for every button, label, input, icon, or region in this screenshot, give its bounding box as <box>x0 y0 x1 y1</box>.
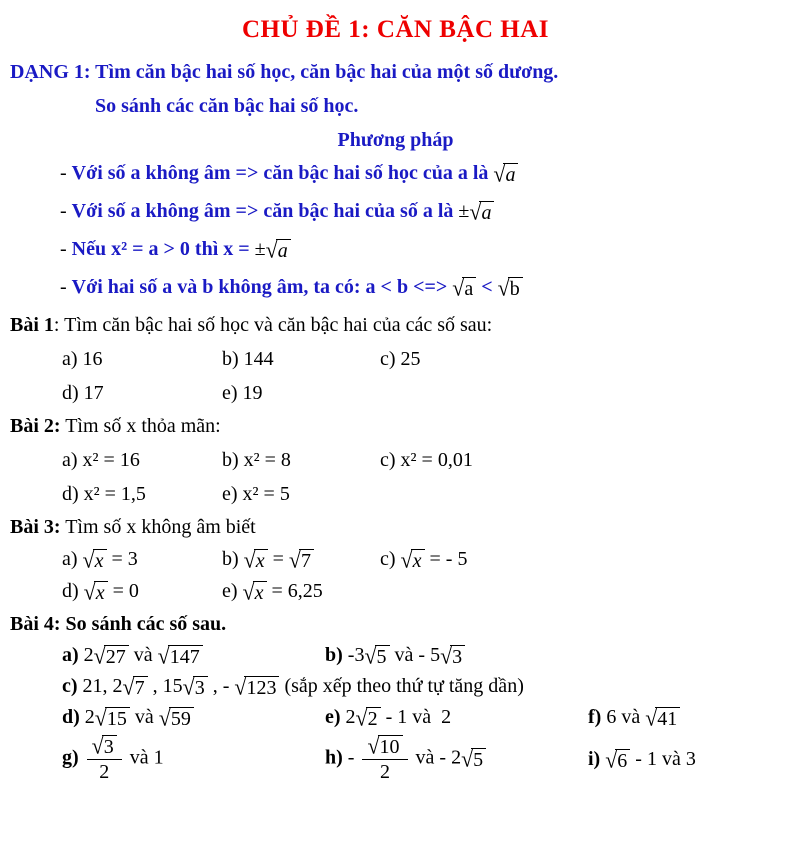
text-run: - 1 và 2 <box>380 706 452 728</box>
method-line-4 <box>60 276 781 304</box>
bai3-label: Bài 3: <box>10 516 61 538</box>
sqrt-expression <box>440 642 465 669</box>
radical-icon: √ <box>265 236 278 263</box>
section-dang1-title: DẠNG 1: Tìm căn bậc hai số học, căn bậc hai của một số dương. <box>10 61 559 83</box>
exercise-item <box>62 348 222 371</box>
radical-icon: √ <box>461 744 474 772</box>
sqrt-expression <box>122 673 148 700</box>
text-run: b) 144 <box>222 348 274 370</box>
radical-icon: √ <box>91 732 104 759</box>
text-run: - <box>60 276 72 298</box>
bai3-header <box>10 516 781 539</box>
exercise-item <box>380 348 781 371</box>
sqrt-expression <box>288 546 314 573</box>
text-run: 2 <box>83 644 94 666</box>
bai1-text: : Tìm căn bậc hai số học và căn bậc hai của các số sau: <box>53 314 493 336</box>
sqrt-expression <box>91 732 117 759</box>
radical-icon: √ <box>122 673 135 700</box>
text-run: e) x² = 5 <box>222 483 290 505</box>
text-run: = <box>267 548 289 570</box>
text-run: b) x² = 8 <box>222 449 291 471</box>
radicand: 59 <box>169 707 194 729</box>
text-run: 2 <box>345 706 356 728</box>
text-run: e) 19 <box>222 382 263 404</box>
bai3-row-2 <box>62 580 781 603</box>
radical-icon: √ <box>440 642 453 669</box>
exercise-item <box>222 382 380 405</box>
radical-icon: √ <box>157 642 170 669</box>
text-run: < <box>476 276 498 298</box>
sqrt-expression <box>355 704 381 731</box>
bai4-header <box>10 613 781 636</box>
radical-icon: √ <box>82 546 95 573</box>
exercise-item <box>62 483 222 506</box>
radical-icon: √ <box>83 578 96 605</box>
radical-icon: √ <box>158 704 171 731</box>
exercise-item <box>222 580 380 603</box>
exercise-item <box>222 483 380 506</box>
bai1-row-1 <box>62 348 781 371</box>
exercise-item <box>325 706 588 729</box>
exercise-item <box>222 548 380 571</box>
text-run: - <box>347 746 360 769</box>
radicand: 7 <box>299 549 314 571</box>
text-run: c) 25 <box>380 348 421 370</box>
text-run: - <box>60 162 72 184</box>
sqrt-expression <box>605 745 630 773</box>
radicand: x <box>253 581 267 603</box>
radicand: 5 <box>375 645 390 667</box>
text-run: e) <box>222 580 243 602</box>
bai2-header <box>10 415 781 438</box>
radical-icon: √ <box>288 546 301 573</box>
sqrt-expression <box>645 704 680 731</box>
radicand: x <box>411 549 425 571</box>
text-run: và - 5 <box>389 644 441 666</box>
bai4-row-2 <box>62 675 781 698</box>
radicand: 41 <box>655 707 680 729</box>
exercise-item <box>325 732 588 783</box>
exercise-item <box>380 548 781 571</box>
radical-icon: √ <box>367 732 380 759</box>
exercise-item <box>325 644 781 667</box>
exercise-item <box>588 745 781 773</box>
radical-icon: √ <box>497 274 510 301</box>
radicand: 123 <box>244 676 279 698</box>
text-run: a) <box>62 548 83 570</box>
bai1-label: Bài 1 <box>10 314 54 336</box>
radicand: a <box>503 163 518 185</box>
text-run: Với số a không âm => căn bậc hai của số a là <box>71 200 459 222</box>
fraction <box>362 732 407 783</box>
text-run: 2 <box>99 761 110 783</box>
bai2-text: Tìm số x thỏa mãn: <box>60 415 221 437</box>
text-run: và 1 <box>124 746 164 769</box>
text-run: d) <box>62 706 85 728</box>
text-run: , - <box>207 675 235 697</box>
bai4-row-3 <box>62 706 781 729</box>
fraction <box>87 732 122 783</box>
method-heading: Phương pháp <box>337 129 454 151</box>
sqrt-expression <box>367 732 402 759</box>
exercise-item <box>62 675 781 698</box>
text-run: f) <box>588 706 607 728</box>
bai1-header <box>10 314 781 337</box>
text-run: a) <box>62 644 84 666</box>
text-run: và - 2 <box>410 746 462 769</box>
radicand: 15 <box>105 707 130 729</box>
sqrt-expression <box>157 642 203 669</box>
bai4-label: Bài 4: So sánh các số sau. <box>10 613 227 635</box>
bai3-text: Tìm số x không âm biết <box>60 516 256 538</box>
method-line-3 <box>60 238 781 266</box>
radicand: 3 <box>193 676 208 698</box>
sqrt-expression <box>82 546 107 573</box>
exercise-item <box>62 449 222 472</box>
text-run: - <box>60 238 72 260</box>
text-run: d) <box>62 580 84 602</box>
text-run: ± <box>458 200 470 222</box>
radical-icon: √ <box>243 546 256 573</box>
sqrt-expression <box>461 744 486 772</box>
text-run: 21, 2 <box>82 675 123 697</box>
radicand: 147 <box>168 645 203 667</box>
text-run: và <box>128 644 158 666</box>
exercise-item <box>222 348 380 371</box>
radicand: a <box>276 239 291 261</box>
sqrt-expression <box>243 546 268 573</box>
radicand: x <box>254 549 268 571</box>
text-run: d) x² = 1,5 <box>62 483 146 505</box>
exercise-item <box>62 548 222 571</box>
text-run: Với hai số a và b không âm, ta có: a < b <=> <box>71 276 453 298</box>
sqrt-expression <box>469 198 494 225</box>
sqrt-expression <box>497 274 523 301</box>
text-run: (sắp xếp theo thứ tự tăng dần) <box>279 675 524 697</box>
sqrt-expression <box>83 578 108 605</box>
radical-icon: √ <box>400 546 413 573</box>
text-run: và <box>129 706 159 728</box>
radical-icon: √ <box>242 578 255 605</box>
text-run: d) 17 <box>62 382 104 404</box>
bai1-row-2 <box>62 382 781 405</box>
bai2-row-1 <box>62 449 781 472</box>
bai4-row-1 <box>62 644 781 667</box>
sqrt-expression <box>234 673 279 700</box>
radicand: 2 <box>366 707 381 729</box>
text-run: = 6,25 <box>266 580 323 602</box>
radical-icon: √ <box>93 642 106 669</box>
sqrt-expression <box>94 704 130 731</box>
text-run: h) <box>325 746 348 769</box>
sqrt-expression <box>400 546 425 573</box>
text-run: -3 <box>347 644 365 666</box>
radicand: 27 <box>104 645 129 667</box>
document-title: CHỦ ĐỀ 1: CĂN BẬC HAI <box>241 16 550 43</box>
exercise-item <box>588 706 781 729</box>
radical-icon: √ <box>364 642 377 669</box>
exercise-item <box>62 706 325 729</box>
radical-icon: √ <box>182 673 195 700</box>
exercise-item <box>62 732 325 783</box>
text-run: Với số a không âm => căn bậc hai số học của a là <box>71 162 494 184</box>
radicand: b <box>508 277 523 299</box>
radicand: 3 <box>102 735 117 757</box>
text-run: i) <box>588 747 606 770</box>
exercise-item <box>62 644 325 667</box>
radical-icon: √ <box>452 274 465 301</box>
text-run: = - 5 <box>424 548 468 570</box>
bai2-row-2 <box>62 483 781 506</box>
text-run: e) <box>325 706 346 728</box>
sqrt-expression <box>493 160 518 187</box>
text-run: - <box>60 200 72 222</box>
radicand: x <box>93 549 107 571</box>
bai3-row-1 <box>62 548 781 571</box>
sqrt-expression <box>182 673 208 700</box>
text-run: - 1 và 3 <box>630 747 696 770</box>
text-run: a) x² = 16 <box>62 449 140 471</box>
radicand: a <box>462 277 476 299</box>
sqrt-expression <box>364 642 389 669</box>
radical-icon: √ <box>493 160 506 187</box>
sqrt-expression <box>452 274 476 301</box>
text-run: 6 và <box>606 706 646 728</box>
bai2-label: Bài 2: <box>10 415 61 437</box>
radical-icon: √ <box>234 673 247 700</box>
exercise-item <box>62 382 222 405</box>
text-run: Nếu x² = a > 0 thì x = <box>71 238 255 260</box>
text-run: 2 <box>84 706 95 728</box>
sqrt-expression <box>158 704 194 731</box>
text-run: b) <box>222 548 244 570</box>
text-run: = 0 <box>107 580 139 602</box>
exercise-item <box>222 449 380 472</box>
bai4-row-4 <box>62 732 781 783</box>
text-run: , 15 <box>147 675 183 697</box>
radicand: 3 <box>450 645 465 667</box>
radicand: 5 <box>471 748 486 770</box>
text-run: g) <box>62 746 84 769</box>
text-run: c) <box>380 548 401 570</box>
exercise-item <box>380 449 781 472</box>
text-run: c) x² = 0,01 <box>380 449 473 471</box>
text-run: ± <box>254 238 266 260</box>
sqrt-expression <box>93 642 129 669</box>
text-run: b) <box>325 644 348 666</box>
method-line-2 <box>60 200 781 228</box>
exercise-item <box>62 580 222 603</box>
radicand: x <box>94 581 108 603</box>
text-run: = 3 <box>106 548 138 570</box>
text-run: 2 <box>380 761 390 783</box>
text-run: c) <box>62 675 83 697</box>
radical-icon: √ <box>355 704 368 731</box>
method-line-1 <box>60 162 781 190</box>
radical-icon: √ <box>94 704 107 731</box>
text-run: a) 16 <box>62 348 103 370</box>
radicand: 10 <box>378 735 403 757</box>
radical-icon: √ <box>469 198 482 225</box>
radical-icon: √ <box>645 704 658 731</box>
radicand: a <box>479 201 494 223</box>
sqrt-expression <box>265 236 291 263</box>
sqrt-expression <box>242 578 267 605</box>
radicand: 7 <box>133 676 148 698</box>
section-dang1-subtitle: So sánh các căn bậc hai số học. <box>95 95 359 117</box>
radical-icon: √ <box>605 745 618 773</box>
radicand: 6 <box>615 749 630 771</box>
